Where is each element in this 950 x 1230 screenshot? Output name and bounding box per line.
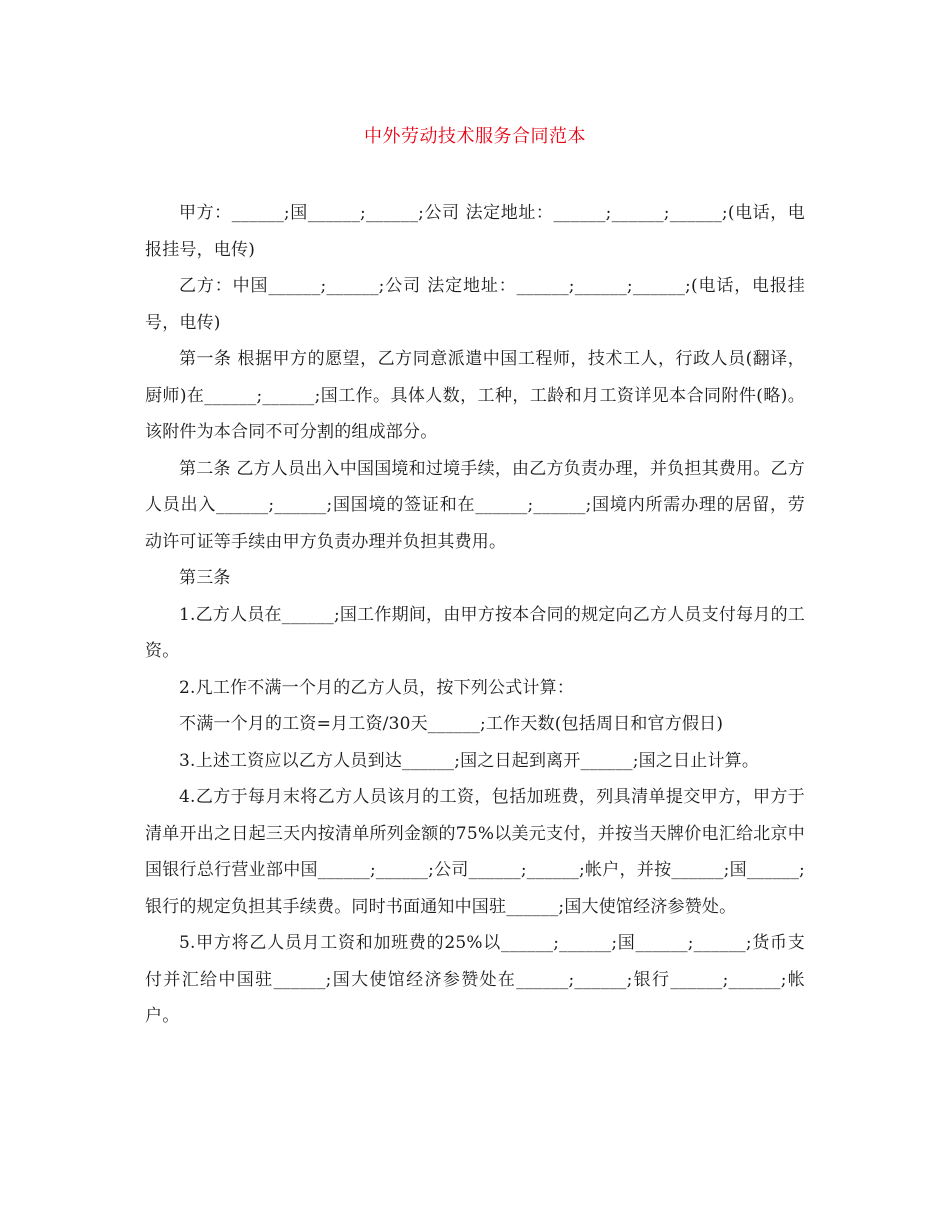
- document-body: [145, 195, 805, 1035]
- article-3-clause-3: 3.上述工资应以乙方人员到达______;国之日起到离开______;国之日止计算。: [179, 750, 760, 771]
- article-3-clause-2: 2.凡工作不满一个月的乙方人员，按下列公式计算：: [179, 677, 575, 698]
- article-2-paragraph: 第二条 乙方人员出入中国国境和过境手续，由乙方负责办理，并负担其费用。乙方人员出入______;______;国国境的签证和在______;______;国境内所需办理的居留，劳动许可证等手续由甲方负责办理并负担其费用。: [145, 458, 805, 552]
- party-b-paragraph: 乙方：中国______;______;公司 法定地址：______;______;______;(电话，电报挂号，电传): [145, 276, 805, 333]
- article-3-formula: 不满一个月的工资=月工资/30天______;工作天数(包括周日和官方假日): [179, 714, 724, 734]
- document-title: 中外劳动技术服务合同范本: [364, 126, 586, 147]
- party-a-paragraph: 甲方：______;国______;______;公司 法定地址：______;______;______;(电话，电报挂号，电传): [145, 203, 805, 260]
- article-3-heading: 第三条: [179, 568, 231, 588]
- article-3-clause-1: 1.乙方人员在______;国工作期间，由甲方按本合同的规定向乙方人员支付每月的工资。: [145, 604, 805, 661]
- article-3-clause-5: 5.甲方将乙人员月工资和加班费的25%以______;______;国______;______;货币支付并汇给中国驻______;国大使馆经济参赞处在______;______;银行______;______;帐户。: [145, 933, 805, 1026]
- article-1-paragraph: 第一条 根据甲方的愿望，乙方同意派遣中国工程师，技术工人，行政人员(翻译，厨师)在______;______;国工作。具体人数，工种，工龄和月工资详见本合同附件(略)。该附件为本合同不可分割的组成部分。: [145, 349, 805, 442]
- article-3-clause-4: 4.乙方于每月末将乙方人员该月的工资，包括加班费，列具清单提交甲方，甲方于清单开出之日起三天内按清单所列金额的75%以美元支付，并按当天牌价电汇给北京中国银行总行营业部中国______;______;公司______;______;帐户，并按______;国______;银行的规定负担其手续费。同时书面通知中国驻______;国大使馆经济参赞处。: [145, 787, 805, 917]
